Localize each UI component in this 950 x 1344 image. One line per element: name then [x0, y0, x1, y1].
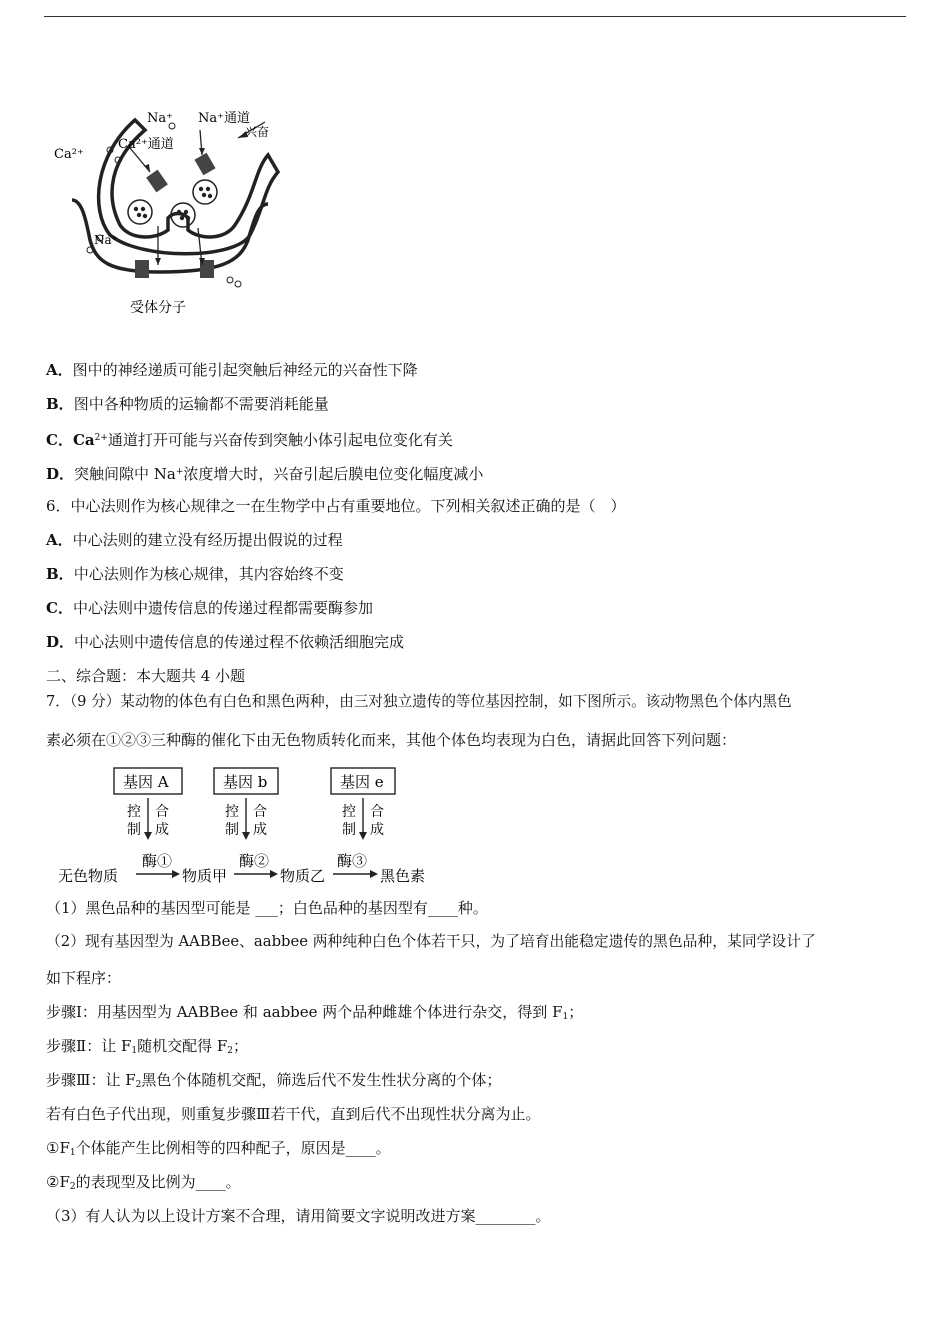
vesicle [128, 200, 152, 224]
q7-step2: 步骤Ⅱ：让 $F_1$随机交配得 $F_2$； [46, 1037, 249, 1056]
q6-option-b: B．中心法则作为核心规律，其内容始终不变 [46, 565, 344, 583]
receptor-label: 受体分子 [130, 300, 186, 316]
q6-stem: 6．中心法则作为核心规律之一在生物学中占有重要地位。下列相关叙述正确的是（ ） [46, 497, 626, 515]
receptor-left [135, 260, 149, 278]
q7-step1: 步骤Ⅰ：用基因型为 AABBee 和 aabbee 两个品种雌雄个体进行杂交，得到 $F_1$； [46, 1003, 584, 1022]
enzyme-3-label: 酶③ [337, 852, 368, 870]
melanin: 黑色素 [380, 867, 426, 885]
gene-b-label: 基因 b [223, 773, 268, 791]
na-cleft-label: Na⁺ [94, 233, 118, 247]
substance-yi: 物质乙 [280, 867, 326, 885]
gene-e-label: 基因 e [340, 773, 384, 791]
q5-option-d: D．突触间隙中 Na+浓度增大时，兴奋引起后膜电位变化幅度减小 [46, 465, 484, 483]
q7-stem-line1: 7．（9 分）某动物的体色有白色和黑色两种，由三对独立遗传的等位基因控制，如下图所示。该动物黑色个体内黑色 [46, 693, 792, 710]
synthesis-label: 合 [370, 804, 384, 820]
section2-heading: 二、综合题：本大题共 4 小题 [46, 667, 246, 685]
colorless-substance: 无色物质 [58, 867, 119, 885]
gene-a-label: 基因 A [123, 773, 169, 791]
q7-repeat: 若有白色子代出现，则重复步骤Ⅲ若干代，直到后代不出现性状分离为止。 [46, 1105, 541, 1123]
control-label: 制 [127, 822, 141, 838]
control-label: 制 [342, 822, 356, 838]
control-label: 制 [225, 822, 239, 838]
q5-option-c: C．$Ca^{2+}$通道打开可能与兴奋传到突触小体引起电位变化有关 [46, 431, 453, 449]
q7-part2-line2: 如下程序： [46, 969, 122, 987]
q5-option-b: B．图中各种物质的运输都不需要消耗能量 [46, 395, 329, 413]
synthesis-label: 成 [253, 822, 267, 838]
enzyme-2-label: 酶② [239, 852, 270, 870]
q7-sub2: $②F_2$的表现型及比例为____。 [46, 1173, 241, 1192]
q7-part2-line1: （2）现有基因型为 AABBee、aabbee 两种纯种白色个体若干只，为了培育出能稳定遗传的黑色品种，某同学设计了 [46, 933, 816, 950]
synthesis-label: 成 [155, 822, 169, 838]
q7-part3: （3）有人认为以上设计方案不合理，请用简要文字说明改进方案________。 [46, 1207, 551, 1225]
control-label: 控 [127, 804, 141, 820]
q7-sub1: $①F_1$个体能产生比例相等的四种配子，原因是____。 [46, 1139, 391, 1158]
na-top-label: Na⁺ [147, 111, 173, 126]
q6-option-a: A．中心法则的建立没有经历提出假说的过程 [46, 531, 343, 549]
q6-option-c: C．中心法则中遗传信息的传递过程都需要酶参加 [46, 599, 373, 617]
control-label: 控 [225, 804, 239, 820]
synapse-figure [50, 100, 290, 325]
q5-option-a: A．图中的神经递质可能引起突触后神经元的兴奋性下降 [46, 361, 418, 379]
synthesis-label: 合 [155, 804, 169, 820]
na-channel [194, 153, 215, 176]
q7-step3: 步骤Ⅲ：让 $F_2$黑色个体随机交配，筛选后代不发生性状分离的个体； [46, 1071, 502, 1090]
na-channel-label: Na⁺通道 [198, 111, 250, 126]
substance-jia: 物质甲 [182, 867, 228, 885]
vesicle [193, 180, 217, 204]
ca-channel-label: Ca²⁺通道 [118, 137, 174, 152]
ca-outside-label: Ca²⁺ [54, 147, 84, 162]
q6-option-d: D．中心法则中遗传信息的传递过程不依赖活细胞完成 [46, 633, 405, 651]
synthesis-label: 合 [253, 804, 267, 820]
pathway-figure [56, 764, 446, 892]
q7-stem-line2: 素必须在①②③三种酶的催化下由无色物质转化而来，其他个体色均表现为白色，请据此回答下列问题： [46, 731, 737, 749]
synthesis-label: 成 [370, 822, 384, 838]
ca-channel [146, 170, 168, 193]
q7-part1: （1）黑色品种的基因型可能是 ___；白色品种的基因型有____种。 [46, 899, 488, 917]
control-label: 控 [342, 804, 356, 820]
enzyme-1-label: 酶① [142, 852, 173, 870]
top-rule [44, 16, 906, 17]
excitation-label: 兴奋 [245, 125, 270, 139]
